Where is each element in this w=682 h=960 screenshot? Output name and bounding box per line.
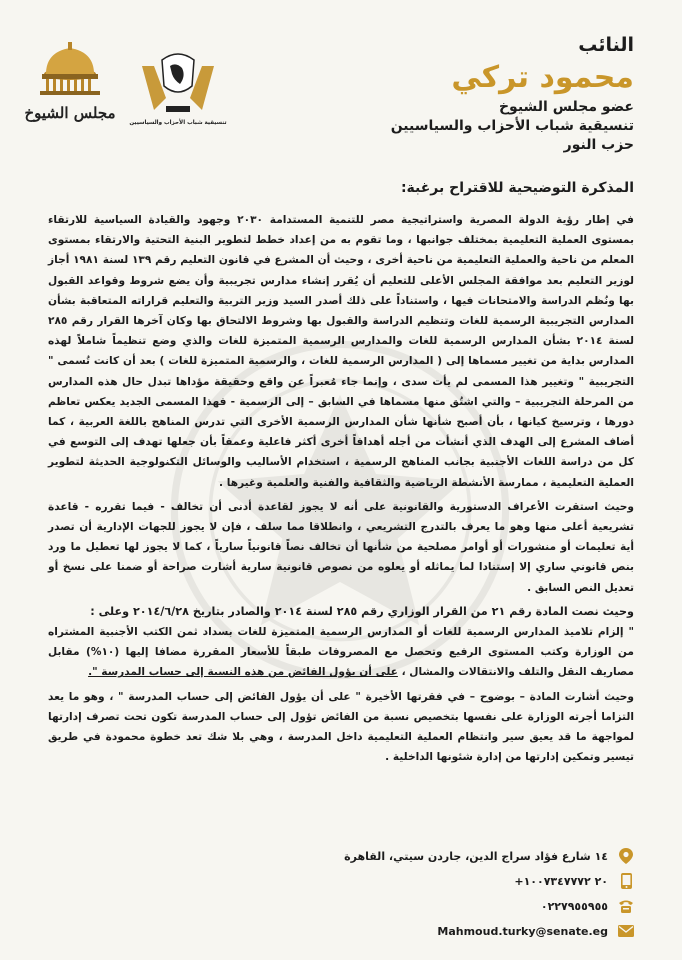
role-coordination: تنسيقية شباب الأحزاب والسياسيين	[390, 118, 634, 134]
article-quote-underlined: على أن يؤول الفائض من هذه النسبة إلى حساب المدرسة ".	[88, 666, 398, 679]
paragraph-conclusion: وحيث أشارت المادة – بوضوح – في فقرتها الأخيرة " على أن يؤول الفائض إلى حساب المدرسة " ، وهو ما يعد التزاما أجرته الوزارة على نفسها بتخصيص نسبة من الفائض تؤول إلى حساب المدرسة تكون تحت تصرف إدارتها لمواجهة ما قد يعيق سير وانتظام العملية التعليمية داخل المدرسة ، وهي بلا شك تعد خطوة محمودة في طريق تيسير وتمكين إدارتها من إدارة شئونها الداخلية .	[48, 690, 634, 764]
role-senate: عضو مجلس الشيوخ	[498, 99, 634, 115]
contact-info	[214, 845, 634, 945]
article-quote	[48, 622, 634, 683]
senate-logo-icon	[24, 40, 116, 132]
coordination-logo-label: تنسيقية شباب الأحزاب والسياسيين	[129, 120, 227, 126]
deputy-title: النائب	[578, 34, 634, 56]
coordination-logo-icon	[129, 46, 227, 128]
mobile-phone-icon	[618, 873, 634, 889]
senate-logo-label: مجلس الشيوخ	[24, 104, 116, 122]
article-heading: وحيث نصت المادة رقم ٢١ من القرار الوزاري رقم ٢٨٥ لسنة ٢٠١٤ والصادر بتاريخ ٢٠١٤/٦/٢٨ وعلى :	[90, 604, 634, 618]
contact-mobile	[214, 870, 634, 892]
address-text: ١٤ شارع فؤاد سراج الدين، جاردن سيتي، القاهرة	[344, 849, 608, 863]
location-pin-icon	[618, 848, 634, 864]
article-quote-text: " إلزام تلاميذ المدارس الرسمية للغات أو المدارس الرسمية المتميزة للغات بسداد ثمن الكتب الأجنبية المشتراه من الوزارة وكتب المستوى الرفيع وتحصل مع المصروفات طبقاً للأسعار المقررة مضافا إليها (١٠%) مقابل مصاريف النقل والتلف والانتقالات والمشال ،	[48, 626, 634, 679]
logos	[24, 40, 234, 130]
contact-email	[214, 920, 634, 942]
contact-address	[214, 845, 634, 867]
paragraph-intro: في إطار رؤية الدولة المصرية واستراتيجية مصر للتنمية المستدامة ٢٠٣٠ وجهود والقيادة السياسية للارتقاء بمستوى العملية التعليمية بمختلف جوانبها ، وما تقوم به من إعداد خطط لتطوير البنية التحتية والارتقاء بمستوى المعلم من ناحية والعملية التعليمية من ناحية أخرى ، وحيث أن المشرع في قانون التعليم رقم ١٣٩ لسنة ١٩٨١ أجاز لوزير التعليم بعد موافقة المجلس الأعلى للتعليم أن يُقرر إنشاء مدارس تجريبية وأن يضع شروط وقواعد القبول بها ونُظم الدراسة والامتحانات فيها ، واستناداً على ذلك أصدر السيد وزير التربية والتعليم قراراته المتعاقبة بشأن المدارس التجريبية الرسمية للغات وتنظيم الدراسة والقبول بها وشروط الالتحاق بها وكان آخرها القرار رقم ٢٨٥ لسنة ٢٠١٤ بشأن المدارس الرسمية للغات والمدارس الرسمية المتميزة للغات والذي وضع تنظيماً شاملاً لهذه المدارس بداية من تغيير مسماها إلى ( المدارس الرسمية للغات ، والرسمية المتميزة للغات ) بعد أن كانت تُسمى " التجريبية " وتغيير هذا المسمى لم يأت سدى ، وإنما جاء مُعبراً عن واقع وحقيقة مؤداها تبدل حال هذه المدارس من المرحلة التجريبية – والتي اشتُق منها مسماها في السابق – إلى الرسمية - فهذا المسمى الجديد يعكس تعاظم دورها ، وترسيخ كيانها ، بأن أصبح شأنها شأن المدارس الرسمية الأخرى التي تدرس المناهج باللغة العربية ، كما أضاف المشرع إلى الهدف الذي أنشأت من أجله أهدافاً أخرى أكثر فاعلية وعمقاً بأن جعلها تهدف إلى التوسع في كل من دراسة اللغات الأجنبية بجانب المناهج الرسمية ، استخدام الأساليب والوسائل التكنولوجية الحديثة لتطوير العملية التعليمية ، ممارسة الأنشطة الرياضية والثقافية والفنية والعلمية وغيرها .	[48, 214, 634, 489]
contact-phone	[214, 895, 634, 917]
email-address[interactable]: Mahmoud.turky@senate.eg	[437, 924, 608, 938]
email-envelope-icon	[618, 923, 634, 939]
landline-phone-icon	[618, 898, 634, 914]
phone-number[interactable]: ٠٢٢٧٩٥٥٩٥٥	[540, 899, 608, 913]
paragraph-hierarchy: وحيث استقرت الأعراف الدستورية والقانونية على أنه لا يجوز لقاعدة أدنى أن تخالف - فيما تقرره - قاعدة تشريعية أعلى منها وهو ما يعرف بالتدرج التشريعي ، وانطلاقا مما سلف ، فإن لا يجوز للجهات الإدارية أن تصدر أية تعليمات أو منشورات أو أوامر مصلحية من شأنها أن تخالف نصاً قانونياً سارياً ، كما لا يجوز لها تعطيل ما ورد بنص قانوني ساري إلا إستنادا لما يماثله أو يعلوه من نصوص قانونية سارية أشارت صراحة أو ضمنا على نسخ أو تعديل النص السابق .	[48, 500, 634, 594]
deputy-header	[334, 32, 634, 155]
mobile-number[interactable]: +٢٠ ١٠٠٧٣٤٧٧٧٢	[514, 874, 608, 888]
memo-title: المذكرة التوضيحية للاقتراح برغبة:	[400, 180, 634, 196]
role-party: حزب النور	[563, 137, 634, 153]
deputy-name: محمود تركي	[451, 60, 634, 95]
memo-body	[48, 210, 634, 767]
